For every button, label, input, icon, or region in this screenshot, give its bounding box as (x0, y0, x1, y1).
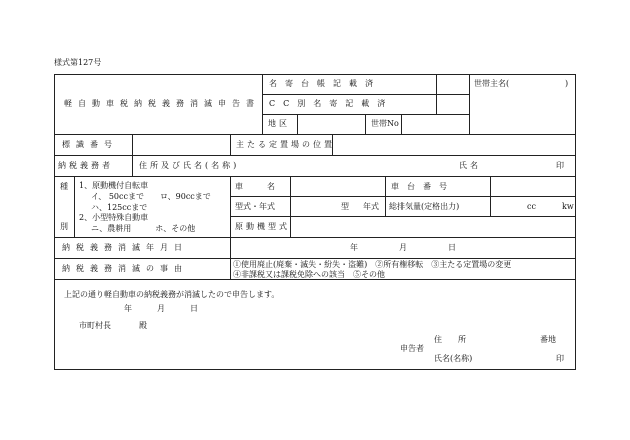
plate-number-label: 標識番号 (62, 140, 118, 149)
reason-line: ④非課税又は課税免除への該当 ⑤その他 (233, 270, 385, 279)
model-year-label: 型式・年式 (235, 202, 275, 211)
declarant-label: 申告者 (400, 344, 424, 353)
cc-register-entered: C C 別 名 寄 記 載 済 (269, 99, 386, 108)
footer-year: 年 (124, 304, 132, 313)
type-line: 1、原動機付自転車 (79, 181, 149, 190)
form-title: 軽自動車税納税義務消滅申告書 (64, 99, 260, 108)
date-year: 年 (350, 243, 358, 252)
type-line: ハ、125ccまで (91, 203, 148, 212)
kw-unit: kw (562, 202, 574, 211)
address-label: 住 所 (434, 335, 466, 344)
col-divider (490, 176, 491, 216)
row-divider (54, 176, 576, 177)
displacement-label: 総排気量(定格出力) (389, 202, 460, 211)
register-entered: 名 寄 台 帳 記 載 済 (269, 79, 373, 88)
footer-day: 日 (190, 304, 198, 313)
col-divider (230, 134, 231, 155)
col-divider (436, 74, 437, 114)
cc-unit: cc (527, 202, 536, 211)
footer-month: 月 (157, 304, 165, 313)
row-divider (230, 196, 576, 197)
date-day: 日 (448, 243, 456, 252)
extinction-date-label: 納税義務消滅年月日 (62, 243, 188, 252)
col-divider (290, 176, 291, 237)
col-divider (132, 155, 133, 176)
type-line: ニ、農耕用 ホ、その他 (91, 224, 196, 233)
declarant-name-label: 氏名(名称) (434, 354, 473, 363)
col-divider (401, 114, 402, 134)
col-divider (230, 176, 231, 279)
type-label-bottom: 別 (60, 222, 68, 231)
mayor-label: 市町村長 (79, 321, 111, 330)
household-head-label: 世帯主名( (474, 79, 510, 88)
honorific: 殿 (139, 321, 147, 330)
reason-line: ①使用廃止(廃棄・滅失・紛失・盗難) ②所有権移転 ③主たる定置場の変更 (233, 260, 512, 269)
taxpayer-label: 納税義務者 (58, 161, 113, 170)
col-divider (469, 74, 470, 134)
tax-form (54, 74, 576, 370)
col-divider (365, 114, 366, 134)
row-divider (230, 216, 576, 217)
chassis-no-label: 車 台 番 号 (391, 182, 447, 191)
car-name-label: 車 名 (235, 182, 275, 191)
type-line: イ、 50ccまで ロ、90ccまで (91, 192, 211, 201)
declarant-seal: 印 (556, 354, 564, 363)
extinction-reason-label: 納税義務消滅の事由 (62, 264, 188, 273)
location-label: 主たる定置場の位置 (236, 140, 335, 149)
date-month: 月 (399, 243, 407, 252)
row-divider (54, 237, 576, 238)
col-divider (385, 176, 386, 216)
engine-model-label: 原動機型式 (235, 222, 290, 231)
type-line: 2、小型特殊自動車 (79, 213, 149, 222)
model-unit: 型 (341, 202, 349, 211)
row-divider (54, 258, 576, 259)
row-divider (262, 94, 469, 95)
col-divider (262, 74, 263, 134)
household-head-close: ) (565, 79, 569, 88)
type-label-top: 種 (60, 182, 68, 191)
col-divider (74, 176, 75, 237)
seal-mark: 印 (556, 161, 564, 170)
household-no-label: 世帯No (371, 119, 399, 128)
district-label: 地区 (268, 119, 290, 128)
row-divider (54, 279, 576, 280)
col-divider (297, 114, 298, 134)
banchi-label: 番地 (540, 335, 556, 344)
declaration-text: 上記の通り軽自動車の納税義務が消滅したので申告します。 (64, 290, 280, 299)
year-unit: 年式 (363, 202, 379, 211)
form-number: 様式第127号 (54, 58, 102, 67)
col-divider (132, 134, 133, 155)
name-label: 氏名 (459, 161, 481, 170)
address-name-label: 住所及び氏名(名称) (139, 161, 240, 170)
